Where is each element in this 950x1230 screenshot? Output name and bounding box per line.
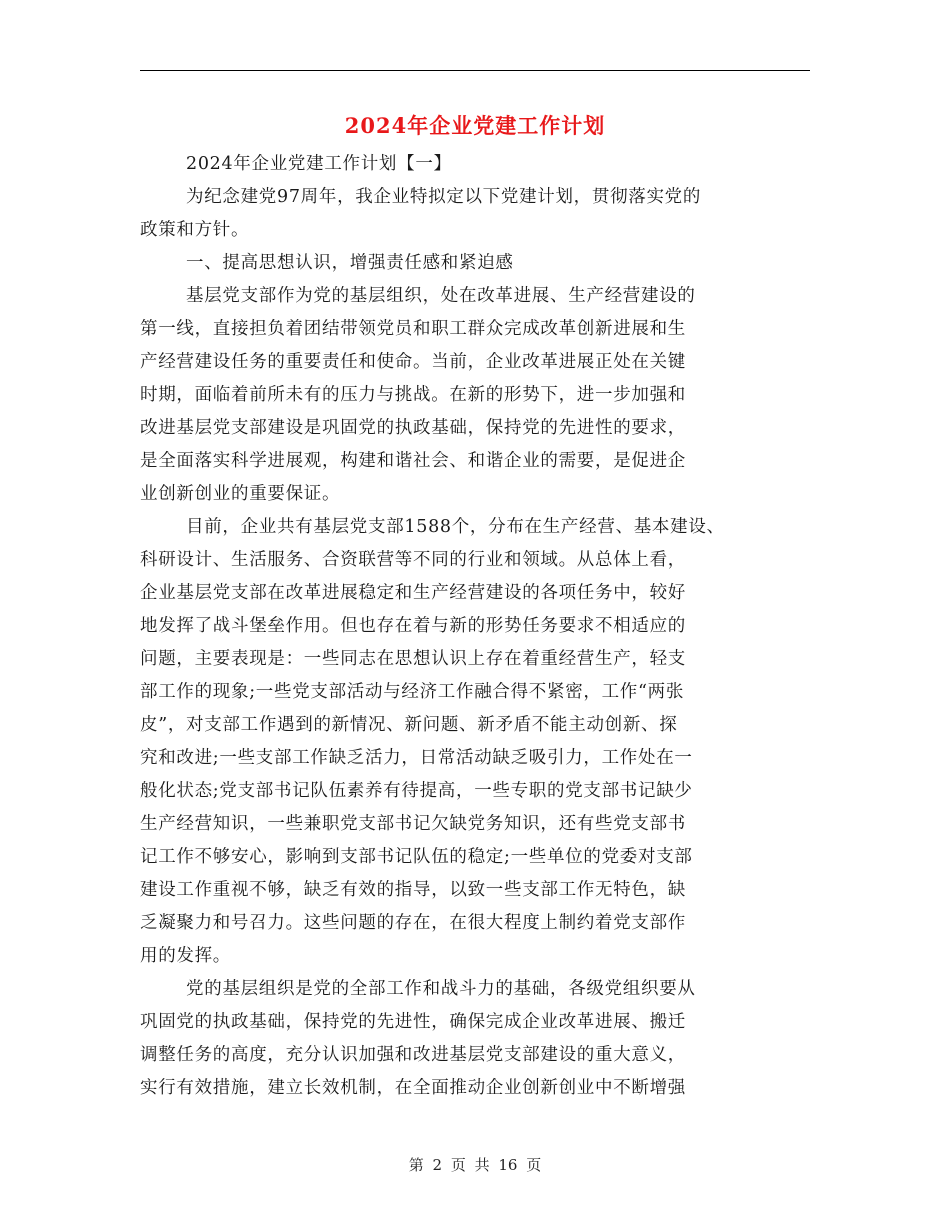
paragraph-line: 记工作不够安心，影响到支部书记队伍的稳定;一些单位的党委对支部 [140,847,693,867]
paragraph-line: 般化状态;党支部书记队伍素养有待提高，一些专职的党支部书记缺少 [140,781,693,801]
paragraph-line: 目前，企业共有基层党支部1588个，分布在生产经营、基本建设、 [186,517,725,537]
paragraph-line: 地发挥了战斗堡垒作用。但也存在着与新的形势任务要求不相适应的 [140,616,686,636]
paragraph-line: 究和改进;一些支部工作缺乏活力，日常活动缺乏吸引力，工作处在一 [140,748,693,768]
paragraph-line: 实行有效措施，建立长效机制，在全面推动企业创新创业中不断增强 [140,1078,686,1098]
paragraph-line: 建设工作重视不够，缺乏有效的指导，以致一些支部工作无特色，缺 [140,880,686,900]
paragraph-line: 部工作的现象;一些党支部活动与经济工作融合得不紧密，工作“两张 [140,682,685,702]
paragraph-line: 改进基层党支部建设是巩固党的执政基础，保持党的先进性的要求， [140,418,686,438]
paragraph-line: 调整任务的高度，充分认识加强和改进基层党支部建设的重大意义， [140,1045,686,1065]
paragraph-line: 皮”，对支部工作遇到的新情况、新问题、新矛盾不能主动创新、探 [140,715,678,735]
paragraph-line: 基层党支部作为党的基层组织，处在改革进展、生产经营建设的 [186,286,696,306]
subtitle-line: 2024年企业党建工作计划【一】 [186,154,452,174]
paragraph-line: 第一线，直接担负着团结带领党员和职工群众完成改革创新进展和生 [140,319,686,339]
paragraph-line: 产经营建设任务的重要责任和使命。当前，企业改革进展正处在关键 [140,352,686,372]
paragraph-line: 业创新创业的重要保证。 [140,484,341,504]
paragraph-line: 政策和方针。 [140,220,250,240]
paragraph-line: 乏凝聚力和号召力。这些问题的存在，在很大程度上制约着党支部作 [140,913,686,933]
paragraph-line: 生产经营知识，一些兼职党支部书记欠缺党务知识，还有些党支部书 [140,814,686,834]
paragraph-line: 巩固党的执政基础，保持党的先进性，确保完成企业改革进展、搬迁 [140,1012,686,1032]
page-number: 第 2 页 共 16 页 [408,1156,542,1174]
document-title: 2024年企业党建工作计划 [344,113,606,138]
paragraph-line: 企业基层党支部在改革进展稳定和生产经营建设的各项任务中，较好 [140,583,686,603]
paragraph-line: 是全面落实科学进展观，构建和谐社会、和谐企业的需要，是促进企 [140,451,686,471]
paragraph-line: 时期，面临着前所未有的压力与挑战。在新的形势下，进一步加强和 [140,385,686,405]
header-rule [140,70,810,71]
paragraph-line: 党的基层组织是党的全部工作和战斗力的基础，各级党组织要从 [186,979,696,999]
paragraph-line: 为纪念建党97周年，我企业特拟定以下党建计划，贯彻落实党的 [186,187,702,207]
paragraph-line: 用的发挥。 [140,946,231,966]
paragraph-line: 科研设计、生活服务、合资联营等不同的行业和领域。从总体上看， [140,550,686,570]
paragraph-line: 问题，主要表现是：一些同志在思想认识上存在着重经营生产，轻支 [140,649,686,669]
section-heading: 一、提高思想认识，增强责任感和紧迫感 [186,253,514,273]
